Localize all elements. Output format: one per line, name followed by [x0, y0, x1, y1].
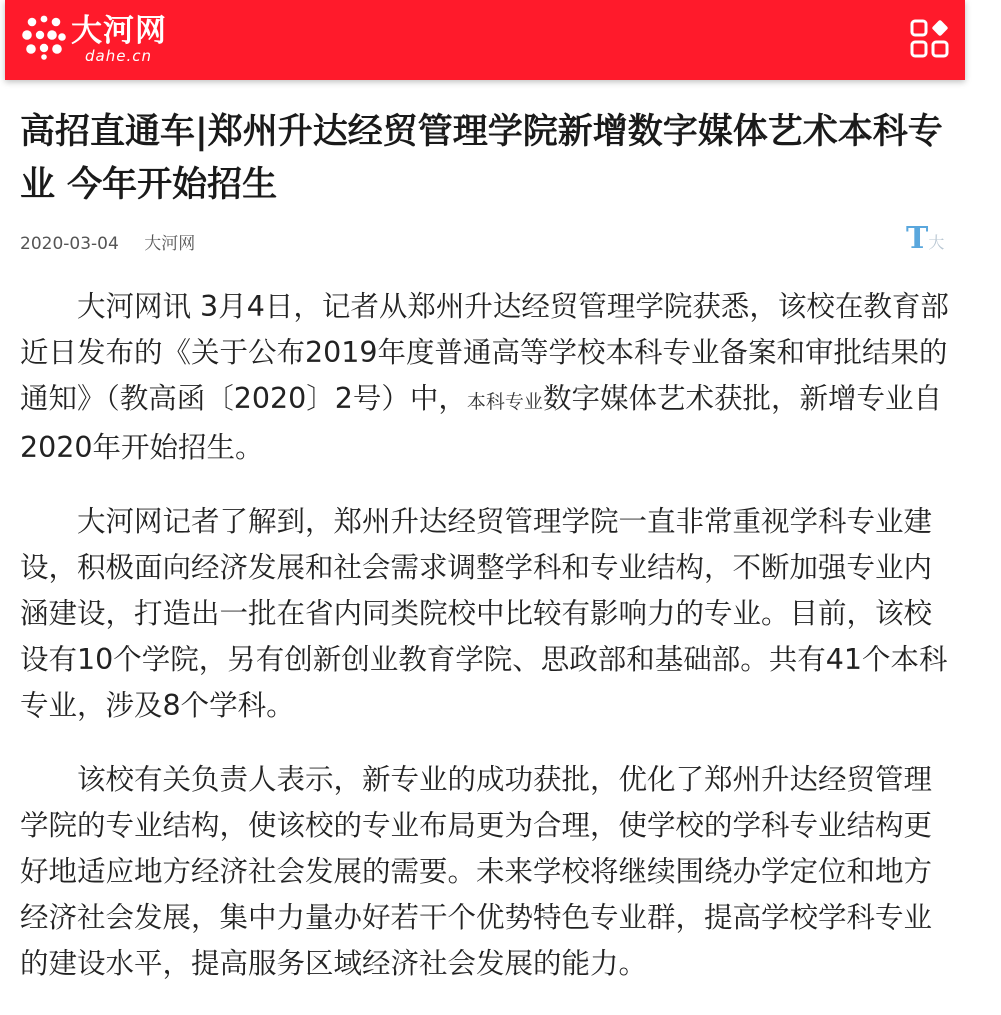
font-size-big-glyph: T [906, 221, 929, 256]
logo-mark-icon [21, 14, 67, 60]
article-title: 高招直通车|郑州升达经贸管理学院新增数字媒体艺术本科专业 今年开始招生 [20, 112, 943, 205]
paragraph-1-text-a: 大河网讯 3月4日，记者从郑州升达经贸管理学院获悉，该校在教育部近日发布的《关于公布2019年度普通高等学校本科专业备案和审批结果的通知》（教高函〔2020〕2号）中， [20, 290, 949, 415]
paragraph-2: 大河网记者了解到，郑州升达经贸管理学院一直非常重视学科专业建设，积极面向经济发展和社会需求调整学科和专业结构，不断加强专业内涵建设，打造出一批在省内同类院校中比较有影响力的专业。目前，该校设有10个学院，另有创新创业教育学院、思政部和基础部。共有41个本科专业，涉及8个学科。 [20, 505, 948, 722]
paragraph-1 [20, 284, 955, 471]
logo-domain: dahe.cn [85, 47, 152, 65]
logo-name: 大河网 [71, 13, 167, 49]
paragraph-1-text-b: 数字媒体艺术获批，新增专业自2020年开始招生。 [20, 382, 942, 464]
font-size-small-glyph: 大 [928, 233, 945, 252]
paragraph-1-small-text: 本科专业 [466, 391, 543, 413]
font-size-toggle[interactable] [906, 222, 952, 256]
grid-menu-icon[interactable] [909, 18, 951, 60]
paragraph-3: 该校有关负责人表示，新专业的成功获批，优化了郑州升达经贸管理学院的专业结构，使该校的专业布局更为合理，使学校的学科专业结构更好地适应地方经济社会发展的需要。未来学校将继续围绕办学定位和地方经济社会发展，集中力量办好若干个优势特色专业群，提高学校学科专业的建设水平，提高服务区域经济社会发展的能力。 [20, 763, 933, 980]
article-meta [20, 229, 195, 254]
publish-date: 2020-03-04 [20, 234, 119, 254]
site-logo[interactable] [21, 14, 181, 66]
article-body [20, 284, 955, 1015]
article-source: 大河网 [144, 234, 196, 254]
site-header [5, 0, 965, 80]
